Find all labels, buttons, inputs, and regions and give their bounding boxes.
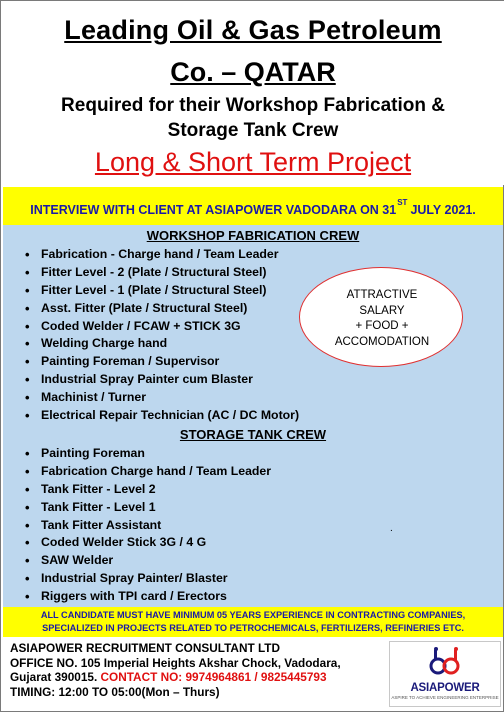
list-item: • Tank Fitter - Level 2: [25, 481, 271, 499]
list-item: • Tank Fitter - Level 1: [25, 499, 271, 517]
list-item: • Industrial Spray Painter/ Blaster: [25, 570, 271, 588]
company-info: [10, 641, 341, 699]
list-item: • Fitter Level - 2 (Plate / Structural Steel): [25, 264, 299, 282]
contact-footer: [3, 637, 503, 711]
list-item: • Fabrication Charge hand / Team Leader: [25, 463, 271, 481]
logo-wordmark: ASIAPOWER: [410, 682, 480, 694]
list-item: • Electrical Repair Technician (AC / DC Motor): [25, 407, 299, 425]
requirement-line: ALL CANDIDATE MUST HAVE MINIMUM 05 YEARS EXPERIENCE IN CONTRACTING COMPANIES,: [40, 610, 466, 620]
list-item: • Painting Foreman: [25, 445, 271, 463]
list-item: • Welding Charge hand: [25, 335, 299, 353]
header-section: [1, 1, 504, 185]
positions-panel: [3, 225, 503, 607]
project-type-heading: Long & Short Term Project: [94, 147, 412, 177]
title-line-2: Co. – QATAR: [170, 57, 336, 87]
subtitle-line-2: Storage Tank Crew: [167, 120, 339, 141]
date-suffix: ST: [397, 198, 408, 207]
stray-dot: .: [390, 523, 393, 534]
benefit-line: ATTRACTIVE: [346, 289, 418, 301]
list-item: • Machinist / Turner: [25, 389, 299, 407]
storage-crew-list: [25, 445, 271, 606]
list-item: • Asst. Fitter (Plate / Structural Steel): [25, 300, 299, 318]
contact-numbers: CONTACT NO: 9974964861 / 9825445793: [100, 670, 327, 684]
company-name: ASIAPOWER RECRUITMENT CONSULTANT LTD: [10, 641, 280, 655]
interview-banner: [3, 187, 503, 225]
list-item: • SAW Welder: [25, 552, 271, 570]
list-item: • Coded Welder Stick 3G / 4 G: [25, 534, 271, 552]
address-postal: Gujarat 390015.: [10, 670, 101, 684]
workshop-crew-heading: WORKSHOP FABRICATION CREW: [146, 228, 360, 243]
list-item: • Tank Fitter Assistant: [25, 517, 271, 535]
list-item: • Painting Foreman / Supervisor: [25, 353, 299, 371]
benefits-oval: [299, 267, 463, 367]
list-item: • Industrial Spray Painter cum Blaster: [25, 371, 299, 389]
benefit-line: SALARY: [359, 304, 405, 317]
workshop-crew-list: [25, 246, 299, 425]
benefit-line: + FOOD +: [355, 320, 409, 332]
logo-tagline: ASPIRE TO ACHIEVE ENGINEERING ENTERPRISE: [391, 695, 499, 700]
address-line: OFFICE NO. 105 Imperial Heights Akshar Chock, Vadodara,: [10, 655, 341, 670]
subtitle-line-1: Required for their Workshop Fabrication &: [61, 95, 445, 116]
requirement-line: SPECIALIZED IN PROJECTS RELATED TO PETROCHEMICALS, FERTILIZERS, REFINERIES ETC.: [42, 623, 464, 633]
storage-crew-heading: STORAGE TANK CREW: [179, 427, 327, 442]
benefits-text: [300, 288, 464, 350]
title-line-1: Leading Oil & Gas Petroleum: [64, 15, 442, 45]
list-item: • Coded Welder / FCAW + STICK 3G: [25, 318, 299, 336]
asiapower-logo: [389, 641, 501, 707]
list-item: • Fitter Level - 1 (Plate / Structural Steel): [25, 282, 299, 300]
logo-mark-icon: [390, 642, 500, 682]
interview-text: INTERVIEW WITH CLIENT AT ASIAPOWER VADODARA ON 31: [30, 203, 397, 217]
office-timing: TIMING: 12:00 TO 05:00(Mon – Thurs): [10, 684, 220, 699]
experience-requirement-banner: [3, 607, 503, 637]
benefit-line: ACCOMODATION: [334, 335, 430, 348]
address-contact-line: [10, 670, 341, 685]
interview-date-tail: JULY 2021.: [410, 203, 476, 217]
list-item: • Fabrication - Charge hand / Team Leader: [25, 246, 299, 264]
list-item: • Riggers with TPI card / Erectors: [25, 588, 271, 606]
